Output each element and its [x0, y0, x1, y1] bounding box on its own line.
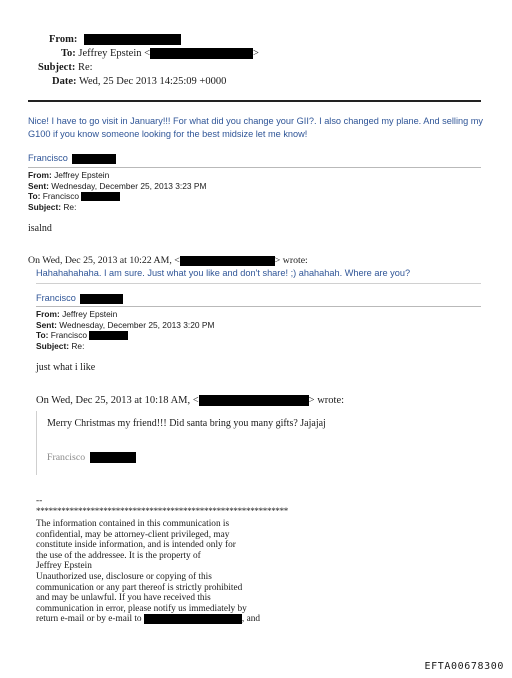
reply-attribution: On Wed, Dec 25, 2013 at 10:18 AM, < > wrote: [36, 395, 345, 406]
quoted-header: From: Jeffrey Epstein Sent: Wednesday, December 25, 2013 3:23 PM To: Francisco Subject: Re: [28, 170, 207, 212]
redaction [150, 48, 253, 59]
redaction [199, 395, 309, 406]
reply-text: Merry Christmas my friend!!! Did santa bring you many gifts? Jajajaj [47, 418, 326, 429]
disclaimer: The information contained in this communication is confidential, may be attorney-client privileged, may constitute inside information, and is intended only for the use of the addressee. It is the property of Jeffrey Epstein Unauthorized use, disclosure or copying of this communication or any part thereof is strictly prohibited and may be unlawful. If you have received this communication in error, please notify us immediately by return e-mail or by e-mail to , and [36, 519, 260, 625]
quote-divider [28, 167, 481, 168]
header-date: Date: Wed, 25 Dec 2013 14:25:09 +0000 [52, 76, 227, 87]
quote-bar [36, 411, 37, 475]
signature: Francisco [36, 293, 123, 304]
header-subject: Subject: Re: [38, 62, 93, 73]
redaction [84, 34, 181, 45]
quote-divider [36, 283, 481, 284]
signature: Francisco [47, 452, 136, 463]
redaction [80, 294, 123, 304]
reply-text: Hahahahahaha. I am sure. Just what you like and don't share! ;) ahahahah. Where are you? [36, 268, 411, 278]
quote-divider [36, 306, 481, 307]
message-body: Nice! I have to go visit in January!!! For what did you change your GII?. I also changed my plane. And selling my G100 if you know someone looking for the best midsize let me know! [28, 116, 484, 139]
quoted-header: From: Jeffrey Epstein Sent: Wednesday, December 25, 2013 3:20 PM To: Francisco Subject: Re: [36, 309, 215, 351]
reply-attribution: On Wed, Dec 25, 2013 at 10:22 AM, < > wrote: [28, 255, 308, 266]
header-from: From: [49, 34, 181, 45]
redaction [72, 154, 116, 164]
redaction [89, 331, 128, 340]
redaction [81, 192, 120, 201]
signature: Francisco [28, 153, 116, 164]
quoted-body: isalnd [28, 223, 52, 234]
redaction [180, 256, 275, 266]
document-id: EFTA00678300 [424, 661, 504, 672]
redaction [144, 614, 242, 624]
quoted-body: just what i like [36, 362, 96, 373]
footer-dashes: -- [36, 496, 43, 506]
redaction [90, 452, 136, 463]
header-to: To: Jeffrey Epstein < > [61, 48, 259, 59]
footer-stars: ************************************************************ [36, 506, 289, 516]
header-divider [28, 100, 481, 102]
